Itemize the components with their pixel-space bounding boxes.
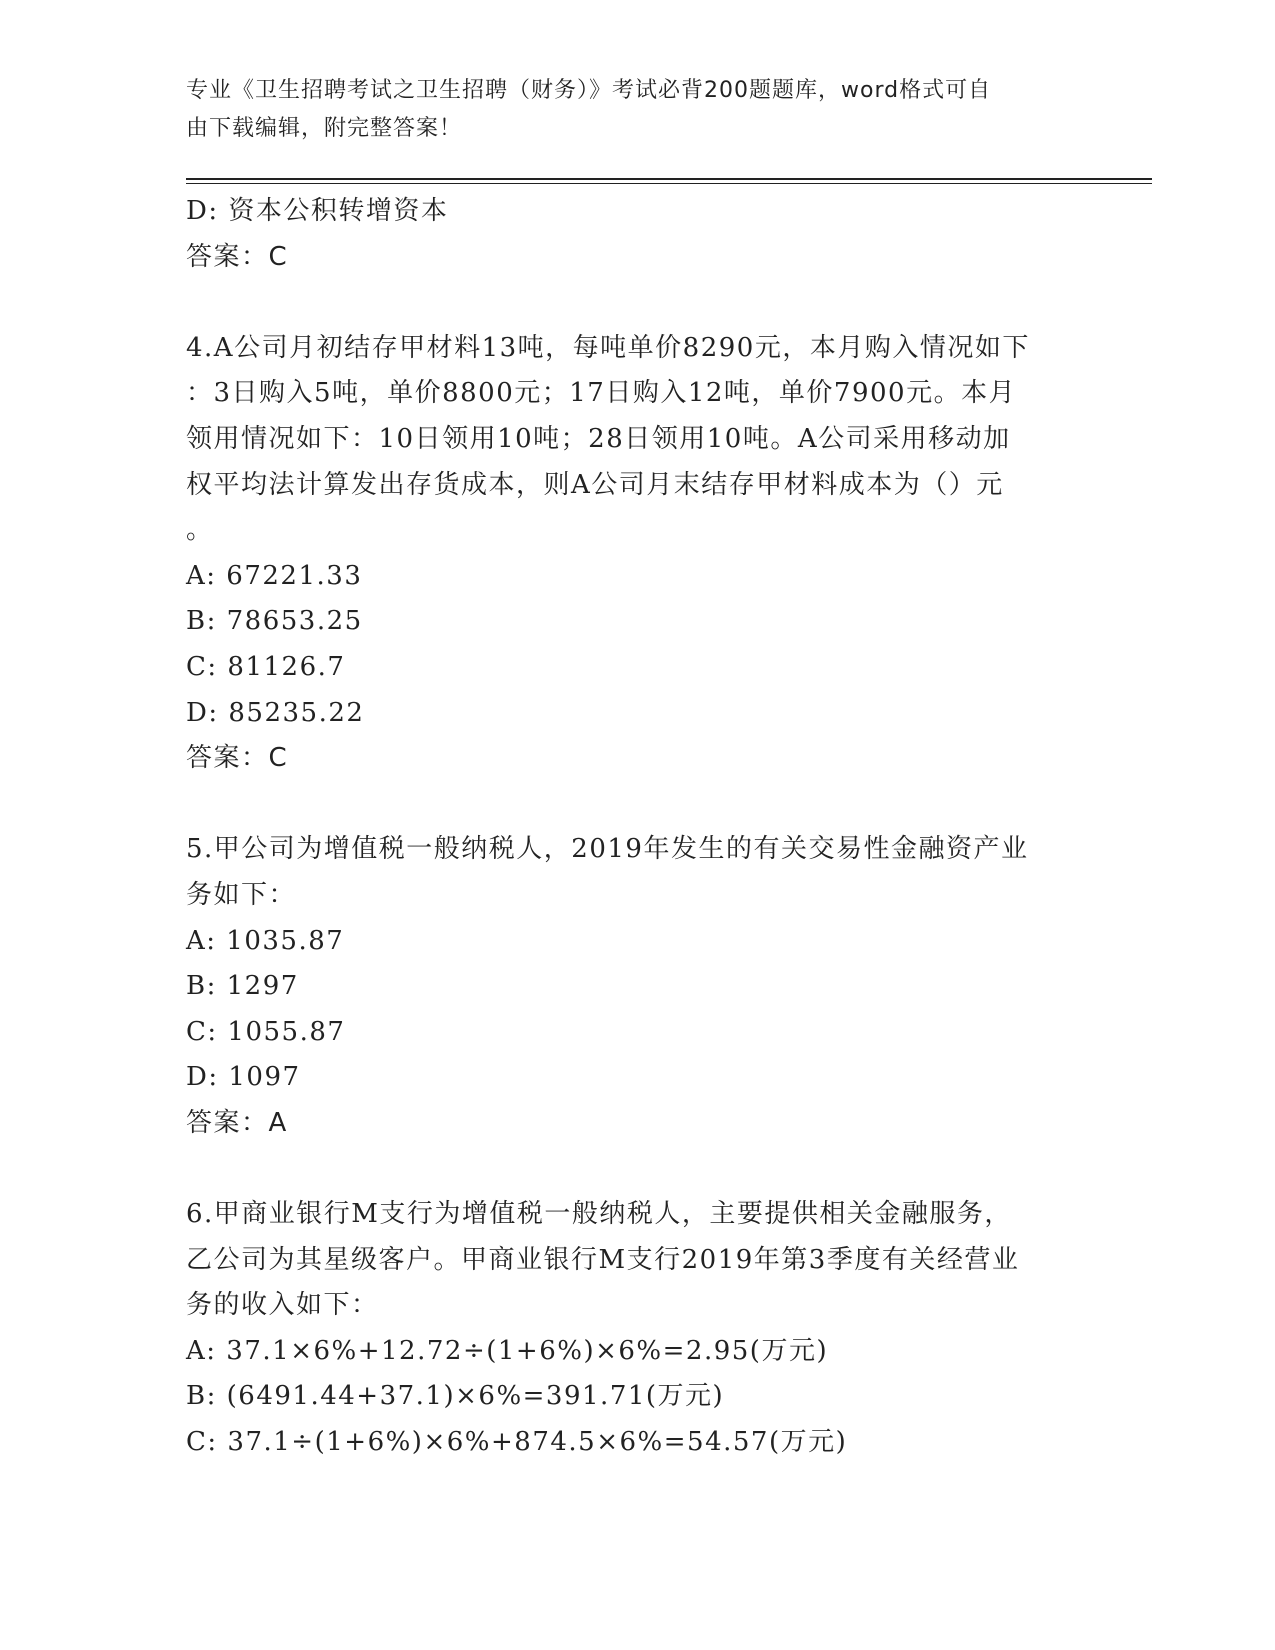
q4-stem-line-3: 领用情况如下：10日领用10吨；28日领用10吨。A公司采用移动加 [186, 423, 1011, 454]
q6-option-b: B: (6491.44+37.1)×6%=391.71(万元) [186, 1381, 725, 1412]
document-body [186, 189, 1086, 1466]
q4-stem-line-5: 。 [186, 515, 214, 546]
q4-option-a: A: 67221.33 [186, 560, 363, 591]
q5-option-c: C: 1055.87 [186, 1016, 346, 1047]
spacer [186, 280, 1086, 326]
header-line-2: 由下载编辑，附完整答案！ [186, 116, 463, 141]
header-divider-thick [186, 178, 1152, 180]
q6-stem-line-3: 务的收入如下： [186, 1290, 379, 1321]
q3-option-d: D: 资本公积转增资本 [186, 196, 449, 226]
q4-stem-line-4: 权平均法计算发出存货成本，则A公司月末结存甲材料成本为（）元 [186, 469, 1004, 500]
q5-option-d: D: 1097 [186, 1062, 301, 1093]
spacer [186, 1146, 1086, 1192]
q5-stem-line-1: 5.甲公司为增值税一般纳税人，2019年发生的有关交易性金融资产业 [186, 834, 1029, 865]
q3-answer: 答案：C [186, 241, 289, 272]
q5-answer: 答案：A [186, 1107, 288, 1138]
spacer [186, 782, 1086, 828]
q6-stem-line-2: 乙公司为其星级客户。甲商业银行M支行2019年第3季度有关经营业 [186, 1244, 1020, 1275]
q6-stem-line-1: 6.甲商业银行M支行为增值税一般纳税人，主要提供相关金融服务， [186, 1199, 1012, 1230]
q4-stem-line-2: ：3日购入5吨，单价8800元；17日购入12吨，单价7900元。本月 [186, 378, 1017, 409]
q4-option-d: D: 85235.22 [186, 697, 365, 728]
q5-option-a: A: 1035.87 [186, 925, 345, 956]
question-3-tail [186, 189, 1086, 280]
q4-option-b: B: 78653.25 [186, 606, 363, 637]
document-header [186, 72, 1086, 148]
header-divider-thin [186, 183, 1152, 184]
question-4 [186, 326, 1086, 782]
header-line-1: 专业《卫生招聘考试之卫生招聘（财务）》考试必背200题题库，word格式可自 [186, 78, 992, 103]
question-6 [186, 1192, 1086, 1466]
q6-option-c: C: 37.1÷(1+6%)×6%+874.5×6%=54.57(万元) [186, 1427, 848, 1458]
q6-option-a: A: 37.1×6%+12.72÷(1+6%)×6%=2.95(万元) [186, 1335, 829, 1366]
q4-option-c: C: 81126.7 [186, 651, 346, 682]
q5-option-b: B: 1297 [186, 971, 299, 1002]
q4-answer: 答案：C [186, 743, 289, 774]
q4-stem-line-1: 4.A公司月初结存甲材料13吨，每吨单价8290元，本月购入情况如下 [186, 332, 1030, 363]
q5-stem-line-2: 务如下： [186, 879, 297, 910]
question-5 [186, 827, 1086, 1146]
